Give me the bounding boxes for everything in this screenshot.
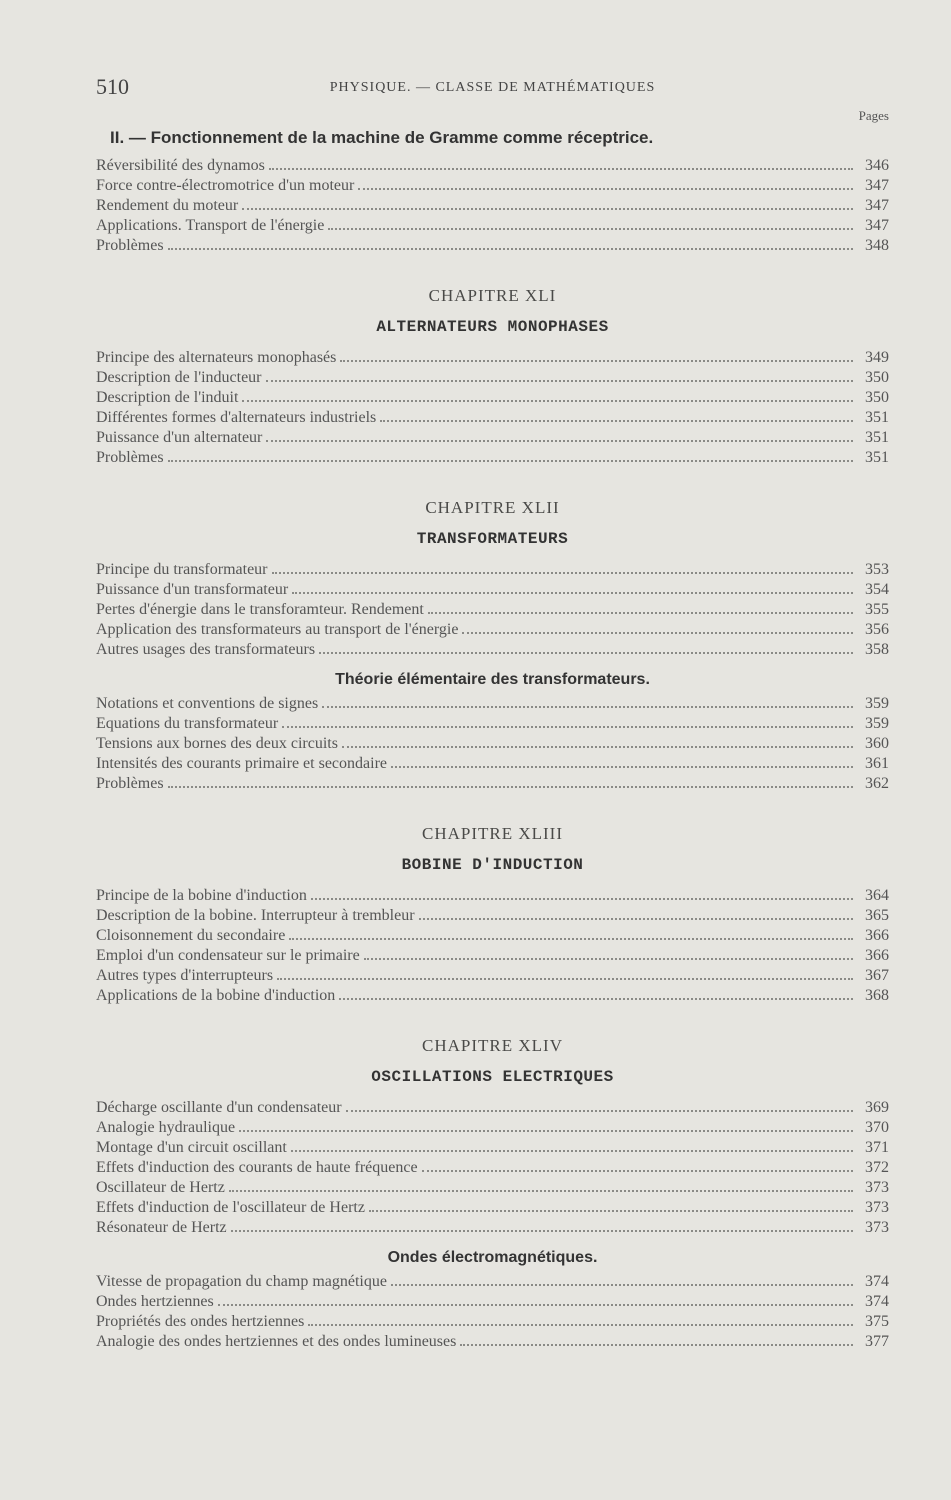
dot-leader	[460, 1344, 853, 1346]
dot-leader	[328, 228, 853, 230]
entry-page: 375	[865, 1313, 889, 1330]
entry-page: 351	[865, 409, 889, 426]
entry-list	[96, 348, 889, 468]
dot-leader	[239, 1130, 853, 1132]
dot-leader	[242, 400, 853, 402]
entry-text: Oscillateur de Hertz	[96, 1179, 225, 1196]
toc-entry	[96, 1292, 889, 1312]
entry-list	[96, 694, 889, 794]
entry-text: Effets d'induction des courants de haute fréquence	[96, 1159, 418, 1176]
entry-page: 355	[865, 601, 889, 618]
chapter-number: CHAPITRE XLII	[425, 498, 560, 517]
entry-text: Applications. Transport de l'énergie	[96, 217, 325, 234]
entry-page: 359	[865, 695, 889, 712]
dot-leader	[311, 898, 853, 900]
dot-leader	[168, 460, 853, 462]
toc-entry	[96, 600, 889, 620]
entry-page: 349	[865, 349, 889, 366]
entry-text: Force contre-électromotrice d'un moteur	[96, 177, 355, 194]
page-number: 510	[96, 74, 129, 99]
chapter-block	[96, 1036, 889, 1352]
toc-entry	[96, 734, 889, 754]
dot-leader	[340, 360, 853, 362]
dot-leader	[391, 1284, 853, 1286]
dot-leader	[308, 1324, 853, 1326]
entry-page: 372	[865, 1159, 889, 1176]
entry-text: Décharge oscillante d'un condensateur	[96, 1099, 342, 1116]
toc-entry	[96, 886, 889, 906]
chapter-block	[96, 286, 889, 468]
entry-text: Applications de la bobine d'induction	[96, 987, 336, 1004]
dot-leader	[269, 168, 853, 170]
chapter-block	[96, 824, 889, 1006]
dot-leader	[277, 978, 853, 980]
entry-text: Description de la bobine. Interrupteur à trembleur	[96, 907, 415, 924]
entry-text: Equations du transformateur	[96, 715, 279, 732]
entry-text: Vitesse de propagation du champ magnétique	[96, 1273, 387, 1290]
chapter-number: CHAPITRE XLIII	[421, 824, 563, 843]
entry-page: 362	[865, 775, 889, 792]
dot-leader	[322, 706, 853, 708]
spacer	[96, 660, 889, 668]
dot-leader	[319, 652, 853, 654]
entry-page: 367	[865, 967, 889, 984]
entry-page: 358	[865, 641, 889, 658]
entry-text: Différentes formes d'alternateurs industriels	[96, 409, 377, 426]
toc-entry	[96, 368, 889, 388]
dot-leader	[231, 1230, 853, 1232]
dot-leader	[218, 1304, 853, 1306]
toc-entry	[96, 986, 889, 1006]
dot-leader	[369, 1210, 853, 1212]
entry-text: Propriétés des ondes hertziennes	[96, 1313, 305, 1330]
entry-page: 373	[865, 1199, 889, 1216]
dot-leader	[342, 746, 853, 748]
entry-page: 347	[865, 217, 889, 234]
dot-leader	[266, 440, 853, 442]
toc-entry	[96, 1158, 889, 1178]
entry-page: 350	[865, 389, 889, 406]
entry-text: Principe des alternateurs monophasés	[96, 349, 337, 366]
entry-page: 371	[865, 1139, 889, 1156]
dot-leader	[289, 938, 853, 940]
chapter-number: CHAPITRE XLIV	[422, 1036, 563, 1055]
entry-page: 365	[865, 907, 889, 924]
spacer	[96, 1238, 889, 1246]
entry-text: Autres usages des transformateurs	[96, 641, 316, 658]
toc-entry	[96, 1218, 889, 1238]
dot-leader	[272, 572, 854, 574]
entry-page: 377	[865, 1333, 889, 1350]
toc-entry	[96, 428, 889, 448]
toc-entry	[96, 580, 889, 600]
entry-page: 351	[865, 449, 889, 466]
entry-page: 351	[865, 429, 889, 446]
entry-page: 369	[865, 1099, 889, 1116]
dot-leader	[358, 188, 853, 190]
entry-page: 366	[865, 927, 889, 944]
toc-entry	[96, 1118, 889, 1138]
dot-leader	[292, 592, 853, 594]
dot-leader	[339, 998, 853, 1000]
entry-text: Tensions aux bornes des deux circuits	[96, 735, 338, 752]
entry-text: Ondes hertziennes	[96, 1293, 214, 1310]
entry-text: Rendement du moteur	[96, 197, 239, 214]
toc-entry	[96, 408, 889, 428]
entry-page: 361	[865, 755, 889, 772]
entry-page: 364	[865, 887, 889, 904]
entry-text: Intensités des courants primaire et secondaire	[96, 755, 387, 772]
entry-page: 347	[865, 197, 889, 214]
toc-entry	[96, 176, 889, 196]
dot-leader	[428, 612, 853, 614]
chapter-block	[96, 498, 889, 794]
entry-text: Principe de la bobine d'induction	[96, 887, 307, 904]
dot-leader	[168, 248, 853, 250]
entry-text: Analogie hydraulique	[96, 1119, 236, 1136]
entry-text: Emploi d'un condensateur sur le primaire	[96, 947, 360, 964]
entry-list	[96, 1098, 889, 1238]
dot-leader	[168, 786, 853, 788]
toc-entry	[96, 620, 889, 640]
entry-page: 366	[865, 947, 889, 964]
page-header	[96, 74, 889, 104]
entry-page: 359	[865, 715, 889, 732]
running-title: PHYSIQUE. — CLASSE DE MATHÉMATIQUES	[329, 80, 656, 95]
entry-text: Description de l'induit	[96, 389, 239, 406]
chapter-number: CHAPITRE XLI	[428, 286, 557, 305]
table-of-contents	[96, 126, 889, 1352]
toc-entry	[96, 196, 889, 216]
dot-leader	[422, 1170, 853, 1172]
entry-text: Effets d'induction de l'oscillateur de Hertz	[96, 1199, 365, 1216]
toc-entry	[96, 236, 889, 256]
dot-leader	[364, 958, 853, 960]
dot-leader	[266, 380, 854, 382]
toc-entry	[96, 966, 889, 986]
entry-list	[96, 1272, 889, 1352]
toc-entry	[96, 1272, 889, 1292]
entry-page: 373	[865, 1219, 889, 1236]
entry-page: 354	[865, 581, 889, 598]
toc-entry	[96, 216, 889, 236]
entry-text: Application des transformateurs au transport de l'énergie	[96, 621, 459, 638]
dot-leader	[346, 1110, 853, 1112]
toc-entry	[96, 1138, 889, 1158]
entry-list	[96, 560, 889, 660]
entry-text: Description de l'inducteur	[96, 369, 262, 386]
entry-page: 374	[865, 1273, 889, 1290]
dot-leader	[282, 726, 853, 728]
dot-leader	[462, 632, 853, 634]
dot-leader	[391, 766, 853, 768]
toc-entry	[96, 946, 889, 966]
entry-text: Montage d'un circuit oscillant	[96, 1139, 287, 1156]
chapter-list	[96, 286, 889, 1352]
toc-entry	[96, 906, 889, 926]
entry-page: 353	[865, 561, 889, 578]
entry-page: 356	[865, 621, 889, 638]
entry-text: Problèmes	[96, 775, 164, 792]
entry-page: 347	[865, 177, 889, 194]
dot-leader	[242, 208, 853, 210]
entry-page: 346	[865, 157, 889, 174]
entry-list	[96, 156, 889, 256]
toc-entry	[96, 694, 889, 714]
toc-entry	[96, 926, 889, 946]
entry-page: 360	[865, 735, 889, 752]
entry-text: Pertes d'énergie dans le transforamteur. Rendement	[96, 601, 424, 618]
entry-page: 373	[865, 1179, 889, 1196]
chapter-title: ALTERNATEURS MONOPHASES	[376, 318, 609, 336]
entry-text: Autres types d'interrupteurs	[96, 967, 274, 984]
dot-leader	[291, 1150, 853, 1152]
entry-page: 374	[865, 1293, 889, 1310]
toc-entry	[96, 1332, 889, 1352]
chapter-title: OSCILLATIONS ELECTRIQUES	[371, 1068, 614, 1086]
dot-leader	[229, 1190, 853, 1192]
entry-text: Problèmes	[96, 449, 164, 466]
entry-text: Puissance d'un transformateur	[96, 581, 289, 598]
entry-text: Problèmes	[96, 237, 164, 254]
toc-entry	[96, 754, 889, 774]
entry-text: Puissance d'un alternateur	[96, 429, 263, 446]
toc-entry	[96, 774, 889, 794]
toc-entry	[96, 156, 889, 176]
subsection-title: Théorie élémentaire des transformateurs.	[335, 671, 650, 688]
section-title: II. — Fonctionnement de la machine de Gramme comme réceptrice.	[110, 128, 654, 147]
toc-entry	[96, 1178, 889, 1198]
toc-entry	[96, 388, 889, 408]
entry-list	[96, 886, 889, 1006]
toc-entry	[96, 448, 889, 468]
entry-page: 350	[865, 369, 889, 386]
pages-column-label: Pages	[858, 108, 889, 123]
toc-entry	[96, 1198, 889, 1218]
entry-text: Cloisonnement du secondaire	[96, 927, 286, 944]
entry-text: Réversibilité des dynamos	[96, 157, 265, 174]
toc-entry	[96, 348, 889, 368]
toc-entry	[96, 1312, 889, 1332]
chapter-title: TRANSFORMATEURS	[416, 530, 569, 548]
entry-text: Principe du transformateur	[96, 561, 268, 578]
entry-text: Résonateur de Hertz	[96, 1219, 227, 1236]
entry-page: 368	[865, 987, 889, 1004]
entry-text: Analogie des ondes hertziennes et des ondes lumineuses	[96, 1333, 457, 1350]
chapter-title: BOBINE D'INDUCTION	[401, 856, 584, 874]
toc-entry	[96, 640, 889, 660]
subsection-title: Ondes électromagnétiques.	[387, 1249, 598, 1266]
entry-page: 348	[865, 237, 889, 254]
dot-leader	[419, 918, 853, 920]
entry-text: Notations et conventions de signes	[96, 695, 319, 712]
dot-leader	[380, 420, 853, 422]
toc-entry	[96, 714, 889, 734]
entry-page: 370	[865, 1119, 889, 1136]
toc-entry	[96, 1098, 889, 1118]
toc-entry	[96, 560, 889, 580]
